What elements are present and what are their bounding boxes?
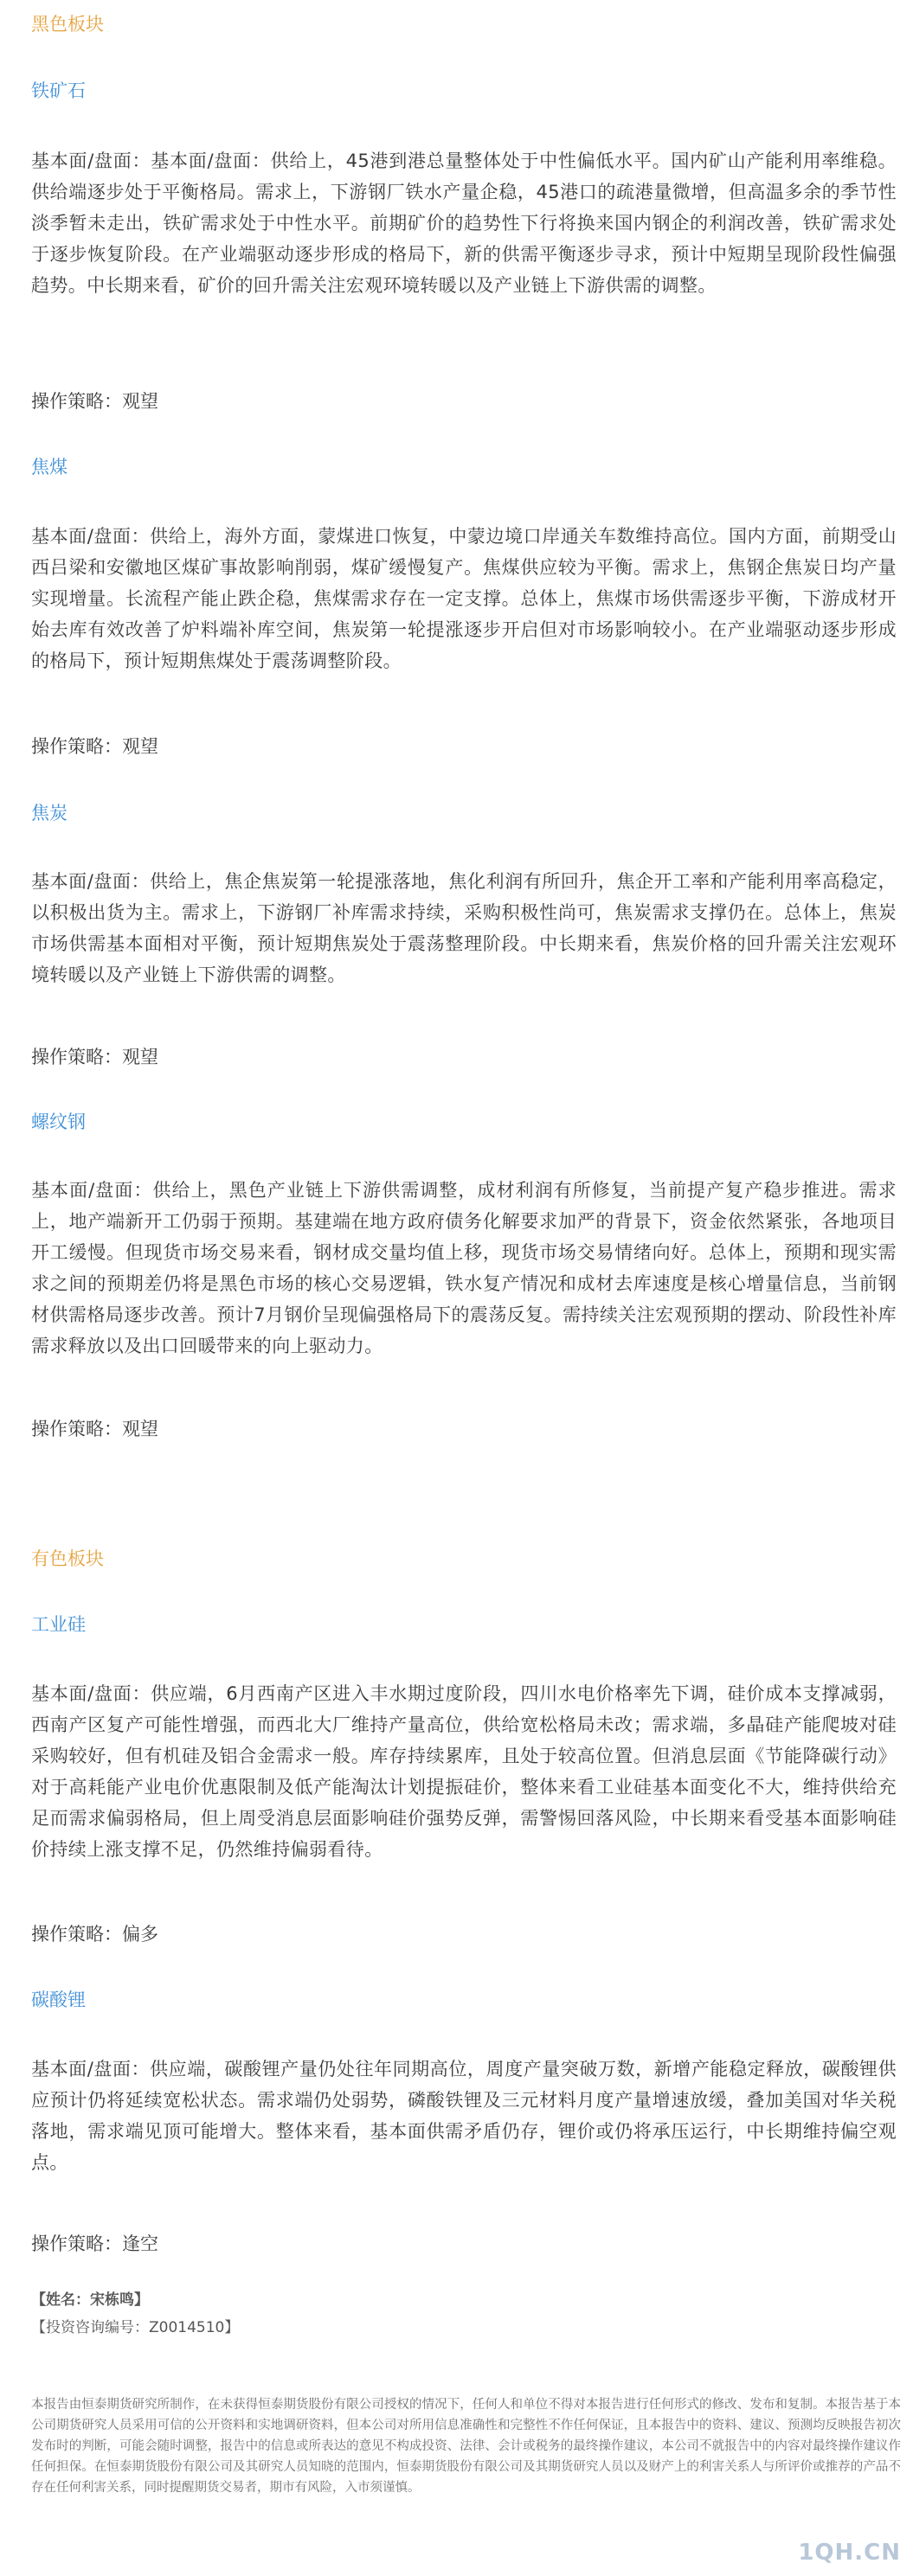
strategy-silicon: 操作策略：偏多	[31, 1924, 158, 1945]
paragraph-iron-ore: 基本面/盘面：基本面/盘面：供给上，45港到港总量整体处于中性偏低水平。国内矿山产能利用率维稳。供给端逐步处于平衡格局。需求上，下游钢厂铁水产量企稳，45港口的疏港量微增，但高温多余的季节性淡季暂未走出，铁矿需求处于中性水平。前期矿价的趋势性下行将换来国内钢企的利润改善，铁矿需求处于逐步恢复阶段。在产业端驱动逐步形成的格局下，新的供需平衡逐步寻求，预计中短期呈现阶段性偏强趋势。中长期来看，矿价的回升需关注宏观环境转暖以及产业链上下游供需的调整。	[31, 151, 897, 296]
sub-heading-silicon: 工业硅	[31, 1614, 86, 1635]
paragraph-lithium: 基本面/盘面：供应端，碳酸锂产量仍处往年同期高位，周度产量突破万数，新增产能稳定释放，碳酸锂供应预计仍将延续宽松状态。需求端仍处弱势，磷酸铁锂及三元材料月度产量增速放缓，叠加美国对华关税落地，需求端见顶可能增大。整体来看，基本面供需矛盾仍存，锂价或仍将承压运行，中长期维持偏空观点。	[31, 2059, 897, 2173]
strategy-coking-coal: 操作策略：观望	[31, 736, 158, 757]
strategy-coke: 操作策略：观望	[31, 1047, 158, 1067]
sub-heading-iron-ore: 铁矿石	[31, 80, 86, 101]
section-heading-black: 黑色板块	[31, 14, 104, 35]
sub-heading-lithium: 碳酸锂	[31, 1990, 86, 2010]
strategy-rebar: 操作策略：观望	[31, 1419, 158, 1439]
sub-heading-coke: 焦炭	[31, 803, 68, 823]
disclaimer-text: 本报告由恒泰期货研究所制作，在未获得恒泰期货股份有限公司授权的情况下，任何人和单位不得对本报告进行任何形式的修改、发布和复制。本报告基于本公司期货研究人员采用可信的公开资料和实地调研资料，但本公司对所用信息准确性和完整性不作任何保证，且本报告中的资料、建议、预测均反映报告初次发布时的判断，可能会随时调整，报告中的信息或所表达的意见不构成投资、法律、会计或税务的最终操作建议，本公司不就报告中的内容对最终操作建议作任何担保。在恒泰期货股份有限公司及其研究人员知晓的范围内，恒泰期货股份有限公司及其期货研究人员以及财产上的利害关系人与所评价或推荐的产品不存在任何利害关系，同时提醒期货交易者，期市有风险，入市须谨慎。	[31, 2398, 901, 2495]
sub-heading-coking-coal: 焦煤	[31, 457, 68, 477]
paragraph-rebar: 基本面/盘面：供给上，黑色产业链上下游供需调整，成材利润有所修复，当前提产复产稳步推进。需求上，地产端新开工仍弱于预期。基建端在地方政府债务化解要求加严的背景下，资金依然紧张，各地项目开工缓慢。但现货市场交易来看，钢材成交量均值上移，现货市场交易情绪向好。总体上，预期和现实需求之间的预期差仍将是黑色市场的核心交易逻辑，铁水复产情况和成材去库速度是核心增量信息，当前钢材供需格局逐步改善。预计7月钢价呈现偏强格局下的震荡反复。需持续关注宏观预期的摆动、阶段性补库需求释放以及出口回暖带来的向上驱动力。	[31, 1180, 897, 1356]
author-license: 【投资咨询编号：Z0014510】	[31, 2319, 240, 2336]
strategy-iron-ore: 操作策略：观望	[31, 391, 158, 412]
paragraph-coke: 基本面/盘面：供给上，焦企焦炭第一轮提涨落地，焦化利润有所回升，焦企开工率和产能利用率高稳定，以积极出货为主。需求上，下游钢厂补库需求持续，采购积极性尚可，焦炭需求支撑仍在。总体上，焦炭市场供需基本面相对平衡，预计短期焦炭处于震荡整理阶段。中长期来看，焦炭价格的回升需关注宏观环境转暖以及产业链上下游供需的调整。	[31, 871, 897, 985]
site-watermark: 1QH.CN	[798, 2540, 901, 2566]
sub-heading-rebar: 螺纹钢	[31, 1112, 86, 1132]
section-heading-nonferrous: 有色板块	[31, 1548, 104, 1569]
paragraph-coking-coal: 基本面/盘面：供给上，海外方面，蒙煤进口恢复，中蒙边境口岸通关车数维持高位。国内方面，前期受山西吕梁和安徽地区煤矿事故影响削弱，煤矿缓慢复产。焦煤供应较为平衡。需求上，焦钢企焦炭日均产量实现增量。长流程产能止跌企稳，焦煤需求存在一定支撑。总体上，焦煤市场供需逐步平衡，下游成材开始去库有效改善了炉料端补库空间，焦炭第一轮提涨逐步开启但对市场影响较小。在产业端驱动逐步形成的格局下，预计短期焦煤处于震荡调整阶段。	[31, 526, 897, 671]
strategy-lithium: 操作策略：逢空	[31, 2233, 158, 2254]
paragraph-silicon: 基本面/盘面：供应端，6月西南产区进入丰水期过度阶段，四川水电价格率先下调，硅价成本支撑减弱，西南产区复产可能性增强，而西北大厂维持产量高位，供给宽松格局未改；需求端，多晶硅产能爬坡对硅采购较好，但有机硅及铝合金需求一般。库存持续累库，且处于较高位置。但消息层面《节能降碳行动》对于高耗能产业电价优惠限制及低产能淘汰计划提振硅价，整体来看工业硅基本面变化不大，维持供给充足而需求偏弱格局，但上周受消息层面影响硅价强势反弹，需警惕回落风险，中长期来看受基本面影响硅价持续上涨支撑不足，仍然维持偏弱看待。	[31, 1683, 897, 1860]
author-name: 【姓名：宋栋鸣】	[31, 2291, 149, 2309]
